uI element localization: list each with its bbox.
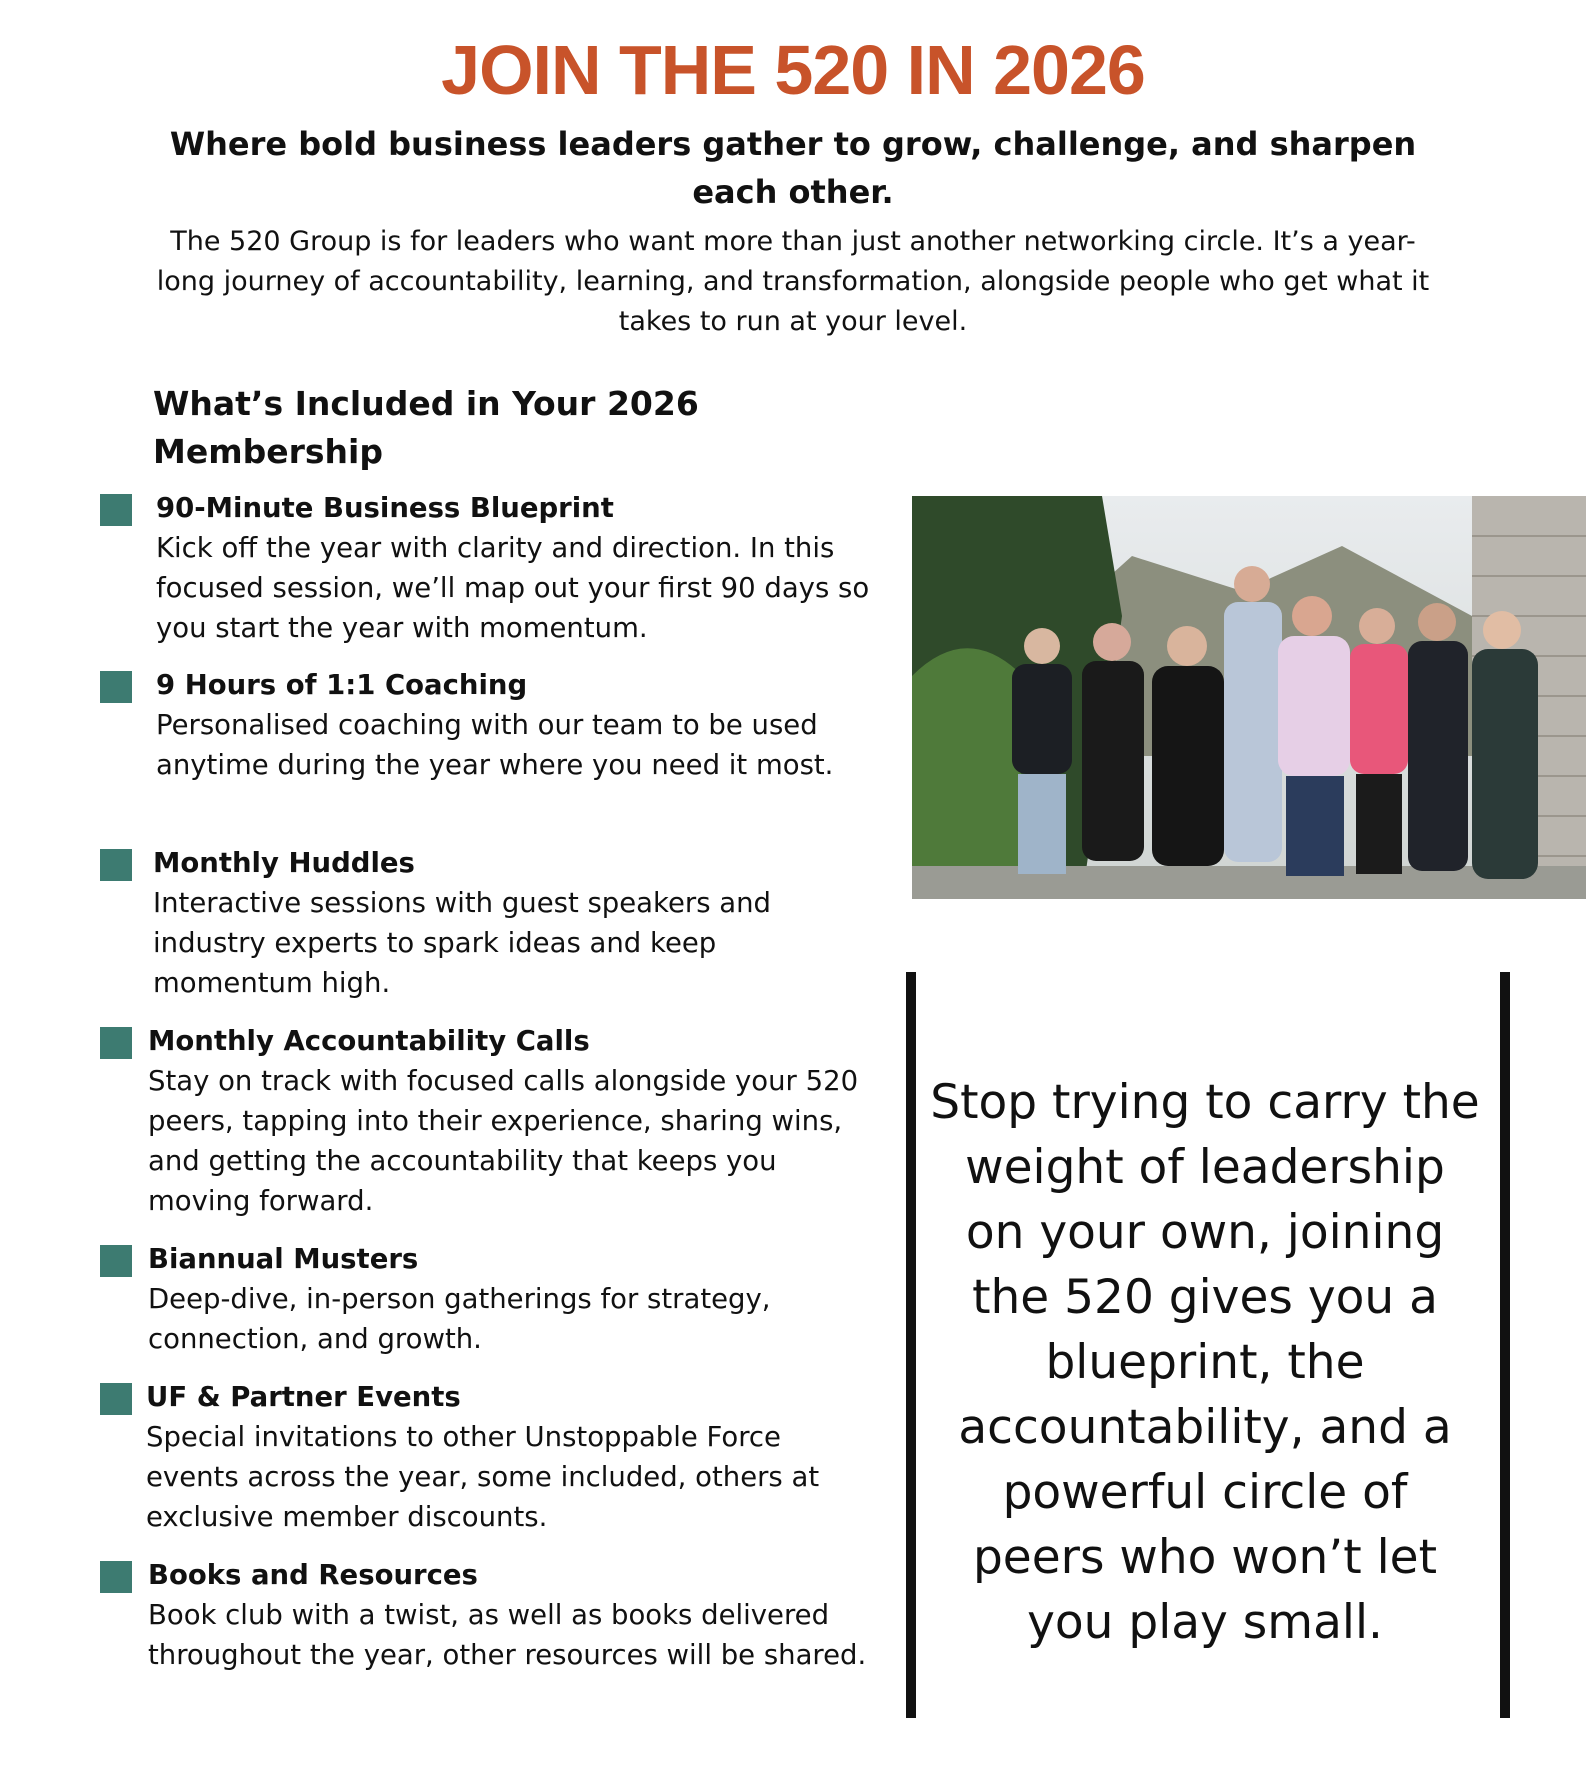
bullet-square-icon <box>100 1561 132 1593</box>
list-item <box>148 1021 868 1221</box>
list-item <box>153 843 833 1003</box>
bullet-square-icon <box>100 494 132 526</box>
bullet-square-icon <box>100 849 132 881</box>
item-description: Interactive sessions with guest speakers and industry experts to spark ideas and keep momentum high. <box>153 887 772 999</box>
list-item <box>156 665 876 785</box>
item-title: Monthly Accountability Calls <box>148 1025 590 1057</box>
list-item <box>146 1377 866 1537</box>
intro-paragraph: The 520 Group is for leaders who want more than just another networking circle. It’s a year-long journey of accountability, learning, and transformation, alongside people who get what it takes to run at your level. <box>156 226 1430 337</box>
bullet-square-icon <box>100 1383 132 1415</box>
item-title: UF & Partner Events <box>146 1381 461 1413</box>
item-description: Special invitations to other Unstoppable Force events across the year, some included, others at exclusive member discounts. <box>146 1421 820 1533</box>
list-item <box>156 488 876 648</box>
bullet-square-icon <box>100 1245 132 1277</box>
list-item <box>148 1555 868 1675</box>
item-title: Monthly Huddles <box>153 847 415 879</box>
quote-bar-right <box>1500 972 1510 1718</box>
team-photo <box>912 496 1586 899</box>
page-subtitle: Where bold business leaders gather to grow, challenge, and sharpen each other. <box>169 125 1417 211</box>
pull-quote: Stop trying to carry the weight of leadership on your own, joining the 520 gives you a blueprint, the accountability, and a powerful circle of peers who won’t let you play small. <box>930 1075 1480 1650</box>
item-title: 9 Hours of 1:1 Coaching <box>156 669 528 701</box>
item-description: Book club with a twist, as well as books delivered throughout the year, other resources will be shared. <box>148 1599 867 1671</box>
list-item <box>148 1239 848 1359</box>
team-group-photo-icon <box>912 496 1586 899</box>
page-title: JOIN THE 520 IN 2026 <box>441 31 1145 109</box>
bullet-square-icon <box>100 1027 132 1059</box>
item-title: 90-Minute Business Blueprint <box>156 492 614 524</box>
item-title: Biannual Musters <box>148 1243 419 1275</box>
item-description: Stay on track with focused calls alongside your 520 peers, tapping into their experience, sharing wins, and getting the accountability that keeps you moving forward. <box>148 1065 859 1217</box>
quote-bar-left <box>906 972 916 1718</box>
bullet-square-icon <box>100 671 132 703</box>
item-description: Kick off the year with clarity and direction. In this focused session, we’ll map out your first 90 days so you start the year with momentum. <box>156 532 870 644</box>
item-description: Personalised coaching with our team to be used anytime during the year where you need it most. <box>156 709 834 781</box>
membership-heading: What’s Included in Your 2026 Membership <box>153 384 699 471</box>
item-description: Deep-dive, in-person gatherings for strategy, connection, and growth. <box>148 1283 771 1355</box>
item-title: Books and Resources <box>148 1559 478 1591</box>
